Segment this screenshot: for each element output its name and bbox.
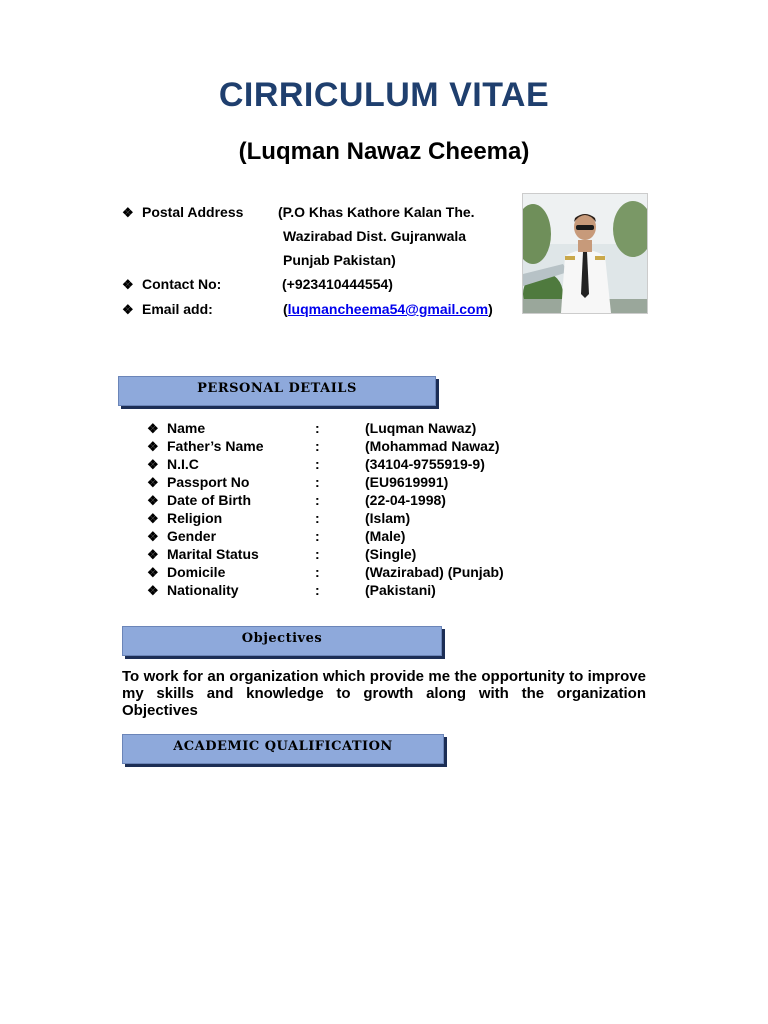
detail-label: Passport No xyxy=(167,474,250,490)
detail-value: (Islam) xyxy=(365,510,411,526)
detail-value: (Single) xyxy=(365,546,417,562)
personal-detail-row xyxy=(147,582,436,600)
detail-label: Marital Status xyxy=(167,546,259,562)
detail-value: (Luqman Nawaz) xyxy=(365,420,477,436)
diamond-bullet-icon: ❖ xyxy=(147,529,159,544)
diamond-bullet-icon: ❖ xyxy=(147,583,159,598)
detail-colon: : xyxy=(315,582,320,598)
academic-qualification-header: ACADEMIC QUALIFICATION xyxy=(122,734,444,764)
detail-label: Domicile xyxy=(167,564,226,580)
personal-detail-row xyxy=(147,510,410,528)
detail-colon: : xyxy=(315,474,320,490)
personal-detail-row xyxy=(147,438,500,456)
personal-detail-row xyxy=(147,564,504,582)
personal-detail-row xyxy=(147,420,476,438)
candidate-name: (Luqman Nawaz Cheema) xyxy=(238,138,530,165)
diamond-bullet-icon: ❖ xyxy=(147,421,159,436)
detail-value: (34104-9755919-9) xyxy=(365,456,485,472)
detail-value: (22-04-1998) xyxy=(365,492,446,508)
detail-colon: : xyxy=(315,564,320,580)
profile-photo xyxy=(522,193,648,314)
postal-address-row xyxy=(122,204,475,221)
diamond-bullet-icon: ❖ xyxy=(147,475,159,490)
detail-label: Father’s Name xyxy=(167,438,264,454)
detail-label: Religion xyxy=(167,510,223,526)
detail-colon: : xyxy=(315,492,320,508)
detail-value: (Pakistani) xyxy=(365,582,436,598)
objectives-header: Objectives xyxy=(122,626,442,656)
contact-no-row xyxy=(122,276,393,293)
contact-no-value: (+923410444554) xyxy=(282,276,393,292)
detail-colon: : xyxy=(315,456,320,472)
postal-address-label: Postal Address xyxy=(142,204,244,220)
document-title: CIRRICULUM VITAE xyxy=(218,76,550,114)
detail-colon: : xyxy=(315,438,320,454)
personal-details-header: PERSONAL DETAILS xyxy=(118,376,436,406)
personal-detail-row xyxy=(147,474,448,492)
diamond-bullet-icon: ❖ xyxy=(147,547,159,562)
detail-label: Name xyxy=(167,420,206,436)
email-label: Email add: xyxy=(142,301,213,317)
personal-detail-row xyxy=(147,528,405,546)
detail-value: (EU9619991) xyxy=(365,474,449,490)
detail-label: Nationality xyxy=(167,582,239,598)
email-close-paren: ) xyxy=(488,301,493,317)
personal-detail-row xyxy=(147,492,446,510)
diamond-bullet-icon: ❖ xyxy=(147,439,159,454)
diamond-bullet-icon: ❖ xyxy=(122,302,134,317)
detail-label: N.I.C xyxy=(167,456,199,472)
diamond-bullet-icon: ❖ xyxy=(147,493,159,508)
personal-detail-row xyxy=(147,546,416,564)
detail-label: Gender xyxy=(167,528,217,544)
diamond-bullet-icon: ❖ xyxy=(122,205,134,220)
detail-value: (Mohammad Nawaz) xyxy=(365,438,500,454)
detail-value: (Male) xyxy=(365,528,406,544)
email-link[interactable]: luqmancheema54@gmail.com xyxy=(287,301,489,317)
postal-address-line1: (P.O Khas Kathore Kalan The. xyxy=(278,204,475,220)
personal-detail-row xyxy=(147,456,485,474)
detail-label: Date of Birth xyxy=(167,492,251,508)
contact-no-label: Contact No: xyxy=(142,276,222,292)
objective-text: To work for an organization which provide me the opportunity to improve my skills and knowledge to growth along with the organization Objectives xyxy=(122,668,646,719)
diamond-bullet-icon: ❖ xyxy=(147,511,159,526)
diamond-bullet-icon: ❖ xyxy=(147,565,159,580)
postal-address-line3: Punjab Pakistan) xyxy=(283,252,396,268)
diamond-bullet-icon: ❖ xyxy=(122,277,134,292)
detail-colon: : xyxy=(315,528,320,544)
email-open-paren: ( xyxy=(283,301,288,317)
detail-colon: : xyxy=(315,546,320,562)
detail-colon: : xyxy=(315,510,320,526)
email-row xyxy=(122,301,493,318)
postal-address-line2: Wazirabad Dist. Gujranwala xyxy=(283,228,467,244)
diamond-bullet-icon: ❖ xyxy=(147,457,159,472)
detail-value: (Wazirabad) (Punjab) xyxy=(365,564,504,580)
detail-colon: : xyxy=(315,420,320,436)
